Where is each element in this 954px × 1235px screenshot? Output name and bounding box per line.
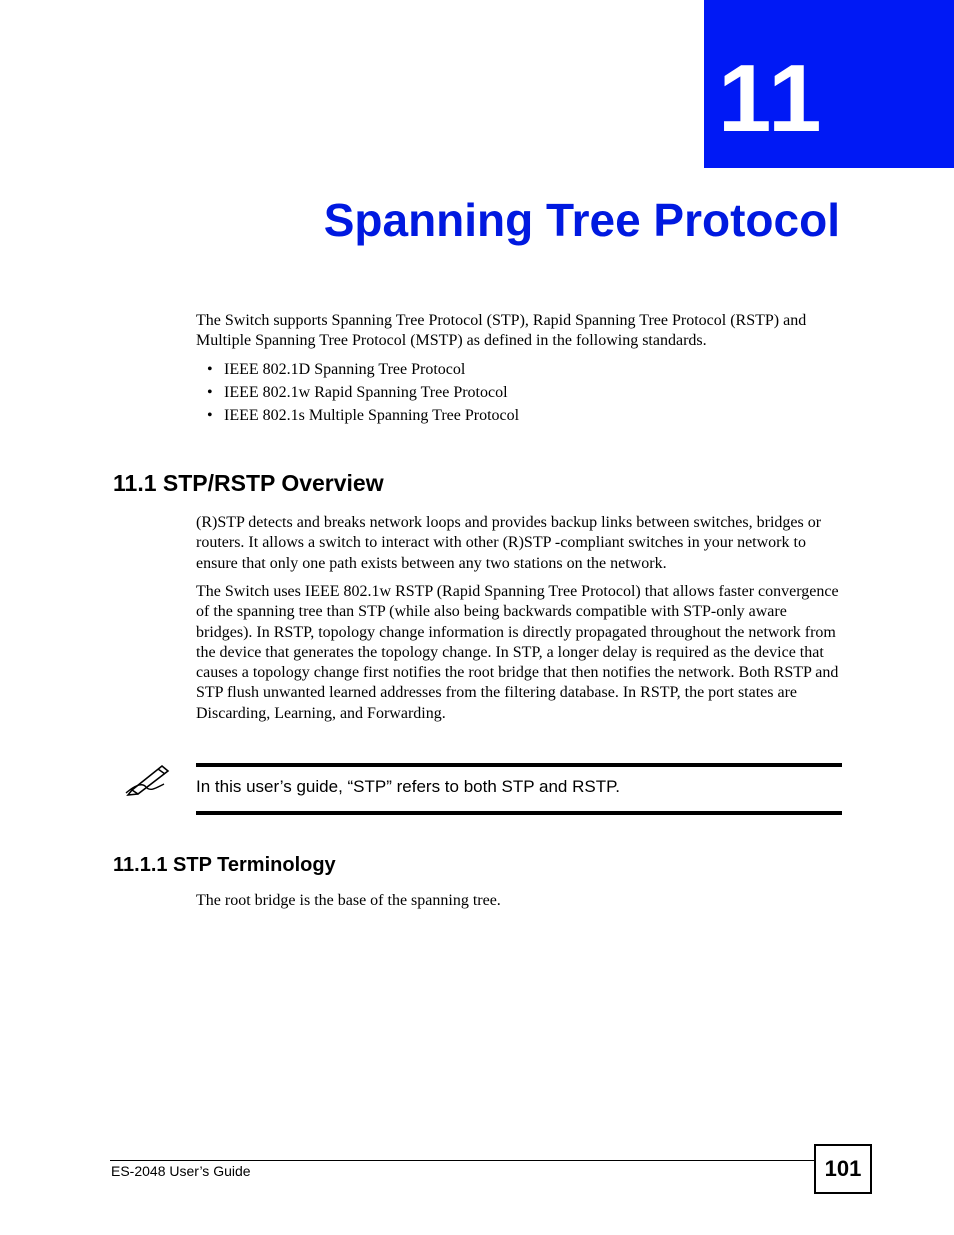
bullet-dot: • [207, 361, 213, 378]
subsection-heading-terminology: 11.1.1 STP Terminology [113, 854, 336, 876]
section-heading-overview: 11.1 STP/RSTP Overview [113, 470, 384, 496]
overview-paragraph-2: The Switch uses IEEE 802.1w RSTP (Rapid Spanning Tree Protocol) that allows faster convergence of the spanning tree than STP (while also being backwards compatible with STP-only aware bridges). In RSTP, topology change information is directly propagated throughout the network from the device that generates the topology change. In STP, a longer delay is required as the device that causes a topology change first notifies the root bridge that then notifies the network. Both RSTP and STP flush unwanted learned addresses from the filtering database. In RSTP, the port states are Discarding, Learning, and Forwarding. [196, 583, 839, 722]
note-bottom-rule [196, 811, 842, 815]
bullet-dot: • [207, 407, 213, 424]
footer-guide-name: ES-2048 User’s Guide [111, 1163, 251, 1179]
note-top-rule [196, 763, 842, 767]
list-item: • IEEE 802.1w Rapid Spanning Tree Protocol [207, 384, 508, 401]
overview-paragraph-1: (R)STP detects and breaks network loops and provides backup links between switches, bridges or routers. It allows a switch to interact with other (R)STP -compliant switches in your network to ensure that only one path exists between any two stations on the network. [196, 514, 822, 572]
terminology-paragraph: The root bridge is the base of the spanning tree. [196, 892, 501, 909]
page-number: 101 [814, 1144, 872, 1194]
standards-list [196, 360, 519, 429]
list-item: • IEEE 802.1D Spanning Tree Protocol [207, 361, 466, 378]
chapter-title: Spanning Tree Protocol [323, 194, 840, 246]
list-item: • IEEE 802.1s Multiple Spanning Tree Protocol [207, 407, 520, 424]
bullet-dot: • [207, 384, 213, 401]
pencil-note-icon [124, 760, 174, 796]
chapter-number: 11 [718, 45, 824, 152]
intro-paragraph: The Switch supports Spanning Tree Protocol (STP), Rapid Spanning Tree Protocol (RSTP) and Multiple Spanning Tree Protocol (MSTP) as defined in the following standards. [196, 312, 807, 350]
note-text: In this user’s guide, “STP” refers to both STP and RSTP. [196, 777, 620, 796]
